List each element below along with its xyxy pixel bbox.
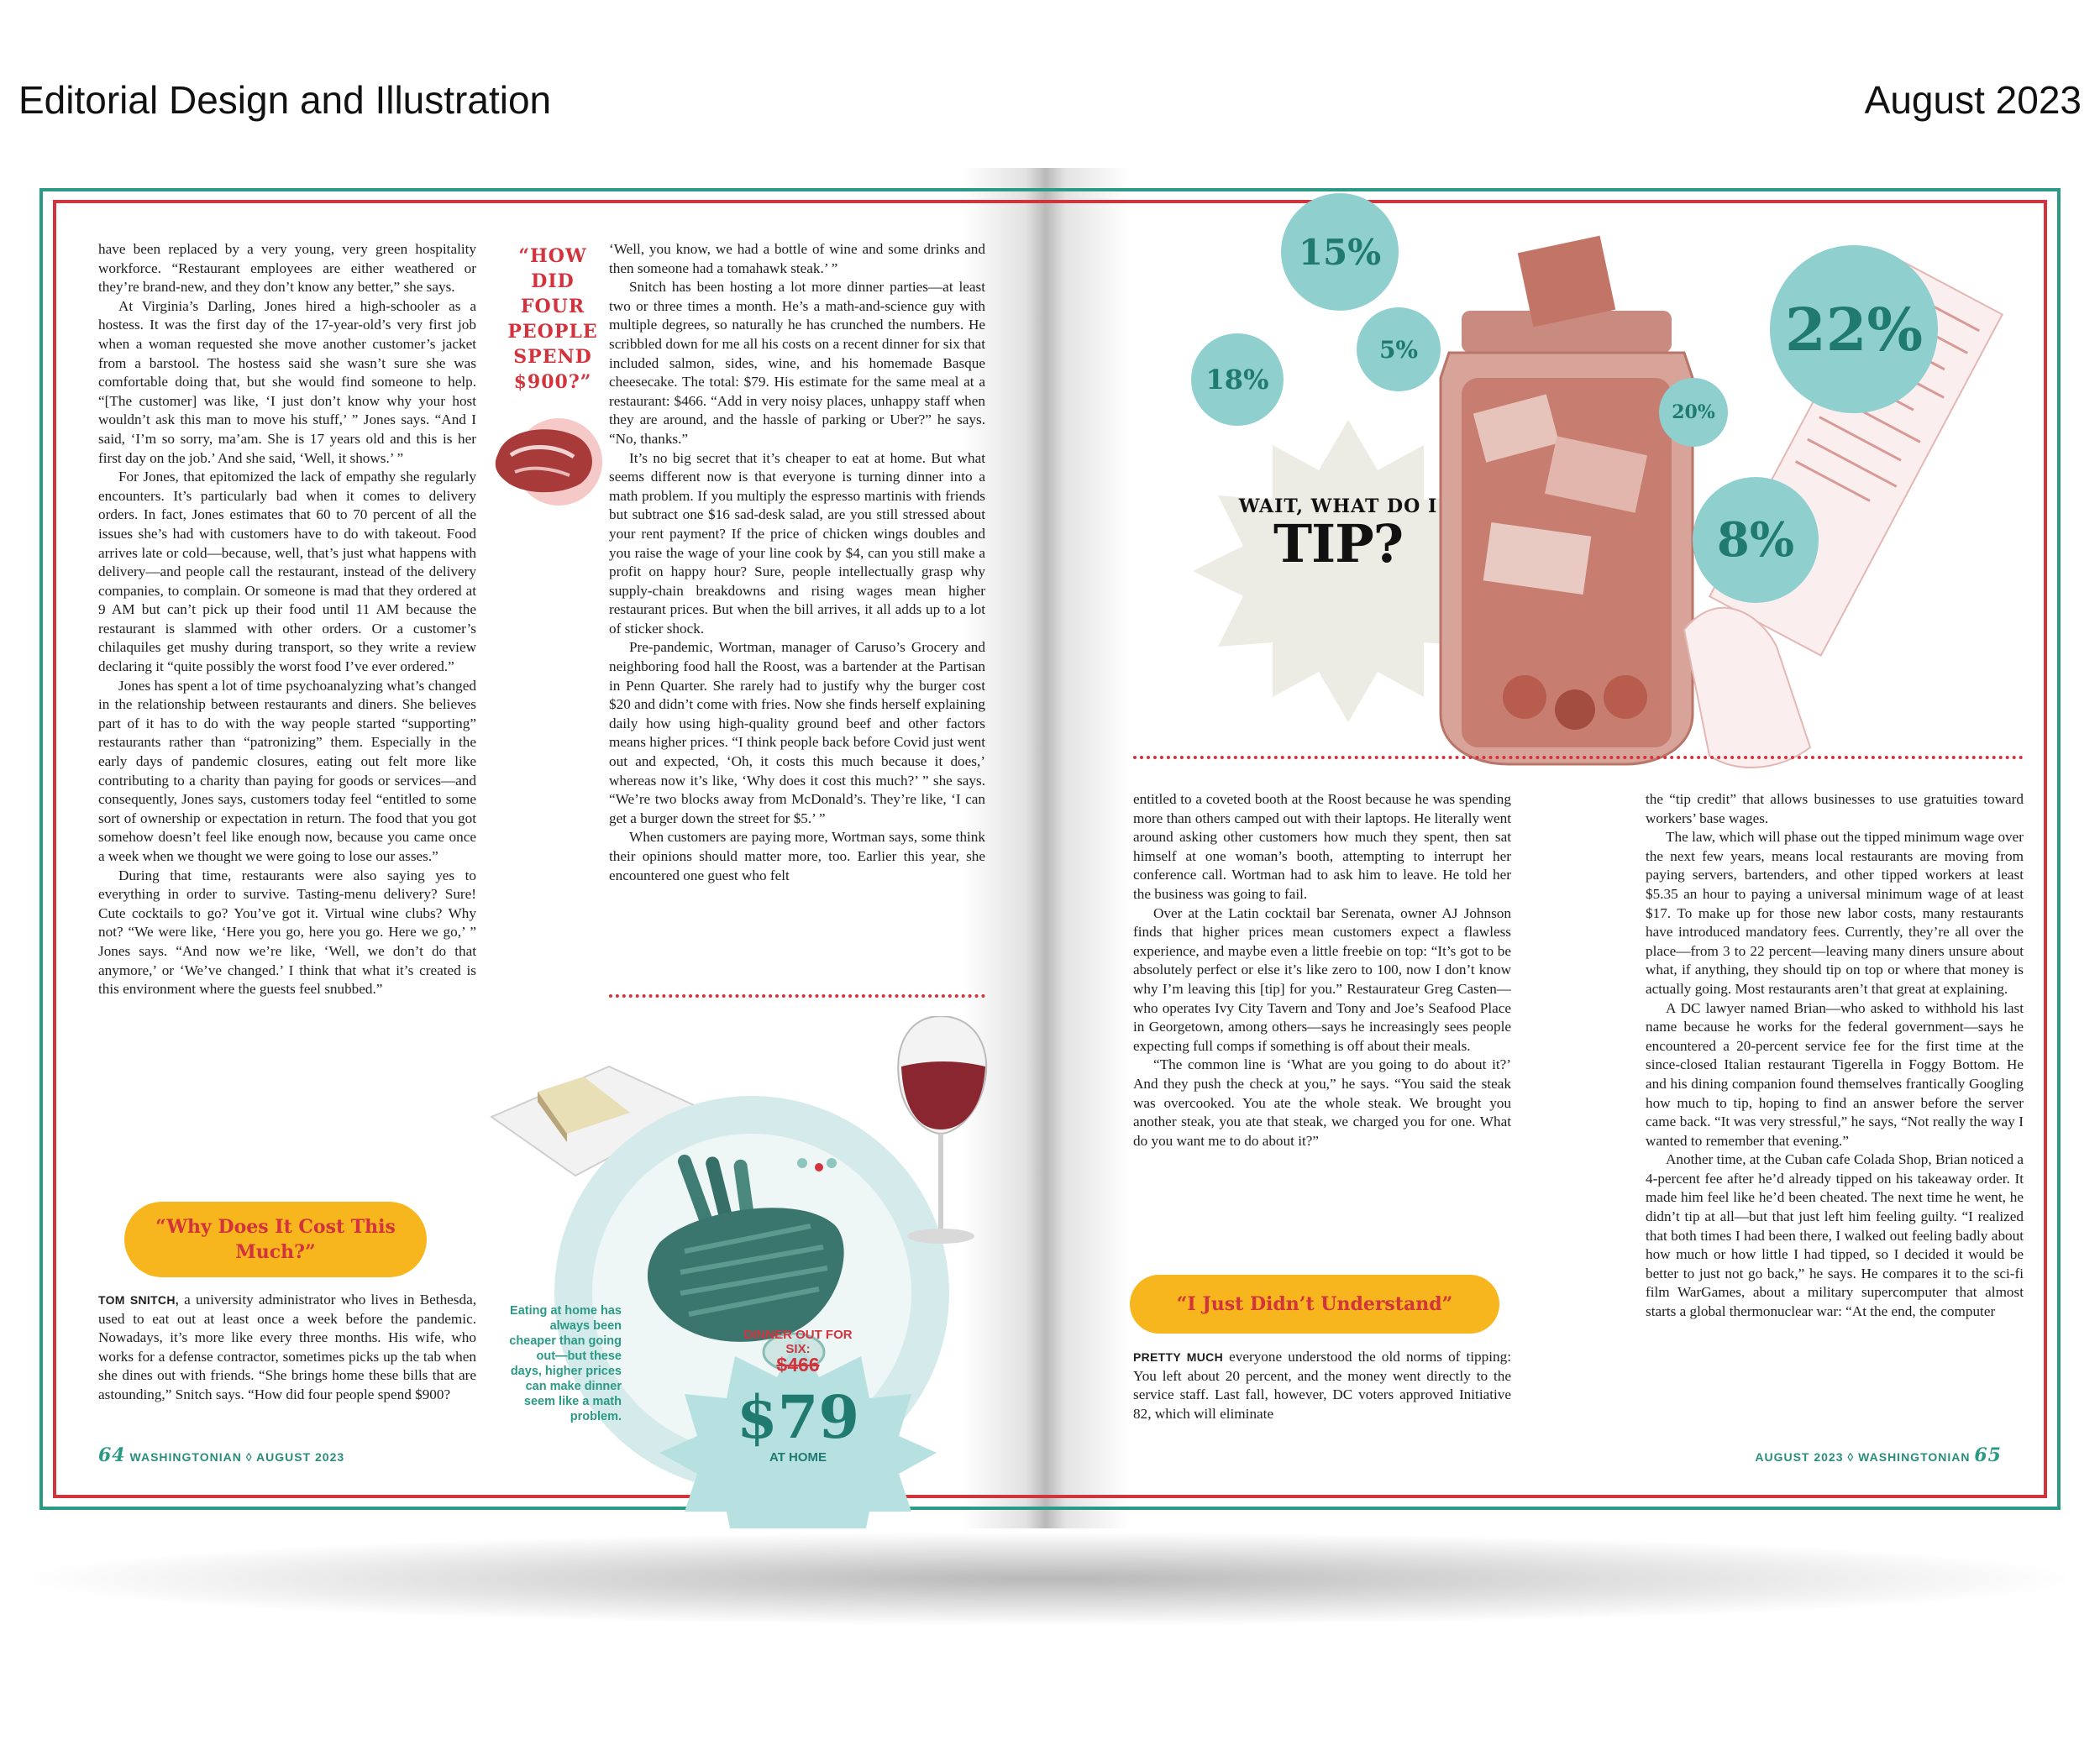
image-caption: Eating at home has always been cheaper than going out—but these days, higher prices can make dinner seem like a math problem. (509, 1304, 622, 1423)
folio-left (98, 1444, 344, 1466)
paragraph: When customers are paying more, Wortman says, some think their opinions should matter more, too. Earlier this year, she encountered one guest who felt (609, 829, 985, 883)
lead-in: PRETTY MUCH (1133, 1350, 1223, 1364)
paragraph: For Jones, that epitomized the lack of empathy she regularly encounters. It’s particularly bad when it comes to delivery orders. In fact, Jones estimates that 60 to 70 percent of all the issues she’s had with customers have to do with takeout. Food arrives late or cold—because, well, that’s just what happens with delivery—and people call the restaurant, instead of the delivery companies, to complain. Or someone is mad that they ordered at 9 AM but can’t pick up their food until 11 AM because the restaurant is slammed with other orders. Or a customer’s chilaquiles get mushy during transport, so they write a review declaring it “quite possibly the worst food I’ve ever ordered.” (98, 469, 476, 675)
folio-text: WASHINGTONIAN ◊ AUGUST 2023 (129, 1450, 345, 1464)
paragraph: Over at the Latin cocktail bar Serenata, owner AJ Johnson finds that higher prices mean customers expect a flawless experience, and maybe even a little freebie on top: “It’s got to be absolutely perfect or else it’s like zero to 100, now I don’t know why I’m leaving this [tip] for you.” Restaurateur Greg Casten—who operates Ivy City Tavern and Tony and Joe’s Seafood Place in Georgetown, among others—says he increasingly sees people expecting full comps if something is off about their meals. (1133, 904, 1511, 1054)
spread-shadow (34, 1533, 2066, 1625)
percent-bubble: 5% (1357, 307, 1441, 391)
right-section-text (1133, 1348, 1511, 1423)
lead-in: TOM SNITCH, (98, 1293, 179, 1307)
subhead-pill-left (124, 1202, 427, 1277)
paragraph: A DC lawyer named Brian—who asked to withhold his last name because he works for the federal government—says he encountered a 20-percent service fee for the first time at the since-closed Italian restaurant Tigerella in Foggy Bottom. He and his dining companion found themselves frantically Googling how much to tip, hoping to find an answer before the server came back. “It was very stressful,” he says, “Not really the way I wanted to remember that evening.” (1646, 999, 2024, 1149)
paragraph: “The common line is ‘What are you going to do about it?’ And they push the check at you,” he says. “You said the steak was overcooked. You ate the whole steak. We brought you another steak, you ate that steak, we charged you for one. What do you want me to do about it?” (1133, 1056, 1511, 1149)
right-column-2 (1646, 790, 2024, 1322)
folio-text: AUGUST 2023 ◊ WASHINGTONIAN (1755, 1450, 1971, 1464)
headline-main: TIP? (1273, 513, 1404, 574)
steak-illustration (481, 403, 616, 512)
percent-bubble: 8% (1693, 477, 1819, 603)
right-column-1 (1133, 790, 1511, 1150)
tip-headline (1237, 495, 1439, 574)
percent-bubble: 15% (1281, 193, 1399, 311)
portfolio-date: August 2023 (1864, 78, 2082, 122)
paragraph: During that time, restaurants were also saying yes to everything in order to survive. Tasting-menu delivery? Sure! Cute cocktails to go? You’ve got it. Virtual wine clubs? Why not? “We were like, ‘Here you go, here you go. Here we go,’ ” Jones says. “And now we’re like, ‘Well, we don’t do that anymore,’ or ‘We’ve changed.’ I think that what it’s created is this environment where the guests feel snubbed.” (98, 867, 476, 998)
left-column-2 (609, 240, 985, 885)
starburst-price: $79 (736, 1382, 860, 1452)
subhead-text: “Why Does It Cost This Much?” (155, 1216, 396, 1263)
headline-kicker: WAIT, WHAT DO I (1238, 495, 1438, 517)
magazine-spread (21, 168, 2079, 1528)
paragraph: a university administrator who lives in Bethesda, used to eat out at least once a week before the pandemic. Nowadays, it’s more like every three months. His wife, who works for a defense contractor, sometimes picks up the tab when she dines out with friends. “She brings home these bills that are astounding,” Snitch says. “How did four people spend $900? (98, 1292, 476, 1402)
paragraph: The law, which will phase out the tipped minimum wage over the next few years, means local restaurants are moving from paying servers, bartenders, and other tipped workers at least $5.35 an hour to paying a universal minimum wage of at least $17. To make up for those new labor costs, many restaurants have introduced mandatory fees. Currently, they’re all over the place—from 3 to 22 percent—leaving many diners unsure about what, if anything, they should tip on top or where that money is actually going. Most restaurants aren’t that great at explaining. (1646, 829, 2024, 997)
starburst-label-text: DINNER OUT FOR SIX: (743, 1328, 853, 1356)
page-number: 64 (98, 1444, 126, 1466)
dotted-divider (1133, 756, 2024, 759)
left-section-text (98, 1291, 476, 1405)
paragraph: Pre-pandemic, Wortman, manager of Caruso’s Grocery and neighboring food hall the Roost, was a bartender at the Partisan in Penn Quarter. She rarely had to justify why the burger cost $20 and didn’t come with fries. Now she finds herself explaining daily how using high-quality ground beef and other factors means higher prices. “I think people back before Covid just went out and expected, ‘Oh, it costs this much because it does,’ whereas now it’s like, ‘Why does it cost this much?’ ” she says. “We’re two blocks away from McDonald’s. They’re like, ‘I can get a burger down the street for $5.’ ” (609, 639, 985, 826)
pull-quote: “HOW DID FOUR PEOPLE SPEND $900?” (507, 245, 598, 393)
subhead-text: “I Just Didn’t Understand” (1176, 1293, 1453, 1315)
percent-bubble: 18% (1191, 333, 1284, 426)
dotted-divider (609, 994, 985, 998)
folio-right (1755, 1444, 2002, 1466)
paragraph: the “tip credit” that allows businesses to use gratuities toward workers’ base wages. (1646, 791, 2024, 826)
subhead-pill-right (1130, 1275, 1499, 1334)
starburst-label (731, 1328, 865, 1376)
paragraph: ‘Well, you know, we had a bottle of wine and some drinks and then someone had a tomahawk steak.’ ” (609, 241, 985, 276)
percent-bubble: 20% (1659, 378, 1728, 447)
starburst-subtext: AT HOME (769, 1450, 827, 1465)
paragraph: Another time, at the Cuban cafe Colada Shop, Brian noticed a 4-percent fee after he’d already tipped on his takeaway order. It made him feel like he’d been cheated. The next time he went, he didn’t tip at all—but that just left him feeling guilty. “I realized that both times I had been there, I walked out feeling badly about how much or how little I had tipped, so I decided it would be better to just not go back,” he says. He compares it to the sci-fi film WarGames, about a military supercomputer that almost starts a global thermonuclear war: “At the end, the computer (1646, 1151, 2024, 1320)
paragraph: entitled to a coveted booth at the Roost because he was spending more than others camped out with their laptops. He literally went around asking other customers how much they spent, then sat himself at one woman’s booth, attempting to interrupt her conference call. Wortman had to ask him to leave. He told her the business was going to fail. (1133, 791, 1511, 902)
left-column-1 (98, 240, 476, 999)
paragraph: At Virginia’s Darling, Jones hired a high-schooler as a hostess. It was the first day of the 17-year-old’s very first job when a woman requested she move another customer’s jacket from a barstool. The hostess said she wasn’t sure she was comfortable doing that, but she would find someone to help. “[The customer] was like, ‘I just don’t know why your host wouldn’t ask this man to move his stuff,’ ” Jones says. “And I said, ‘I’m so sorry, ma’am. She is 17 years old and this is her first day on the job.’ And she said, ‘Well, it shows.’ ” (98, 297, 476, 466)
percent-bubble: 22% (1770, 245, 1938, 413)
paragraph: It’s no big secret that it’s cheaper to eat at home. But what seems different now is that everyone is turning dinner into a math problem. If you multiply the espresso martinis with friends but subtract one $16 sad-desk salad, are you still stressed about your rent payment? If the price of chicken wings doubles and you raise the wage of your line cook by $4, can you still make a profit on happy hour? Sure, people intellectually grasp why supply-chain breakdowns and rising wages mean higher restaurant prices. But when the bill arrives, it all adds up to a lot of sticker shock. (609, 449, 985, 637)
portfolio-title: Editorial Design and Illustration (18, 78, 552, 122)
paragraph: Snitch has been hosting a lot more dinner parties—at least two or three times a month. He’s a math-and-science guy with multiple degrees, so naturally he has crunched the numbers. He scribbled down for me all his costs on a recent dinner for six that included salmon, sides, wine, and his homemade Basque cheesecake. The total: $79. His estimate for the same meal at a restaurant: $466. “Add in very noisy places, unhappy staff when they are around, and the hassle of parking or Uber?” he says. “No, thanks.” (609, 279, 985, 447)
paragraph: have been replaced by a very young, very green hospitality workforce. “Restaurant employees are either weathered or they’re brand-new, and they don’t know any better,” she says. (98, 241, 476, 296)
starburst-old-price: $466 (776, 1354, 820, 1376)
paragraph: everyone understood the old norms of tipping: You left about 20 percent, and the money went directly to the service staff. Last fall, however, DC voters approved Initiative 82, which will eliminate (1133, 1349, 1511, 1422)
page-number: 65 (1974, 1444, 2002, 1466)
paragraph: Jones has spent a lot of time psychoanalyzing what’s changed in the relationship between restaurants and diners. She believes part of it has to do with the way people started “supporting” restaurants rather than “patronizing” them. Especially in the early days of pandemic closures, eating out felt more like contributing to a charity than paying for goods or services—and consequently, Jones says, customers today feel “entitled to some sort of ownership or expectation in return. The food that you got somehow doesn’t feel like enough now, because you came once a week when we thought we were going to lose our asses.” (98, 677, 476, 864)
